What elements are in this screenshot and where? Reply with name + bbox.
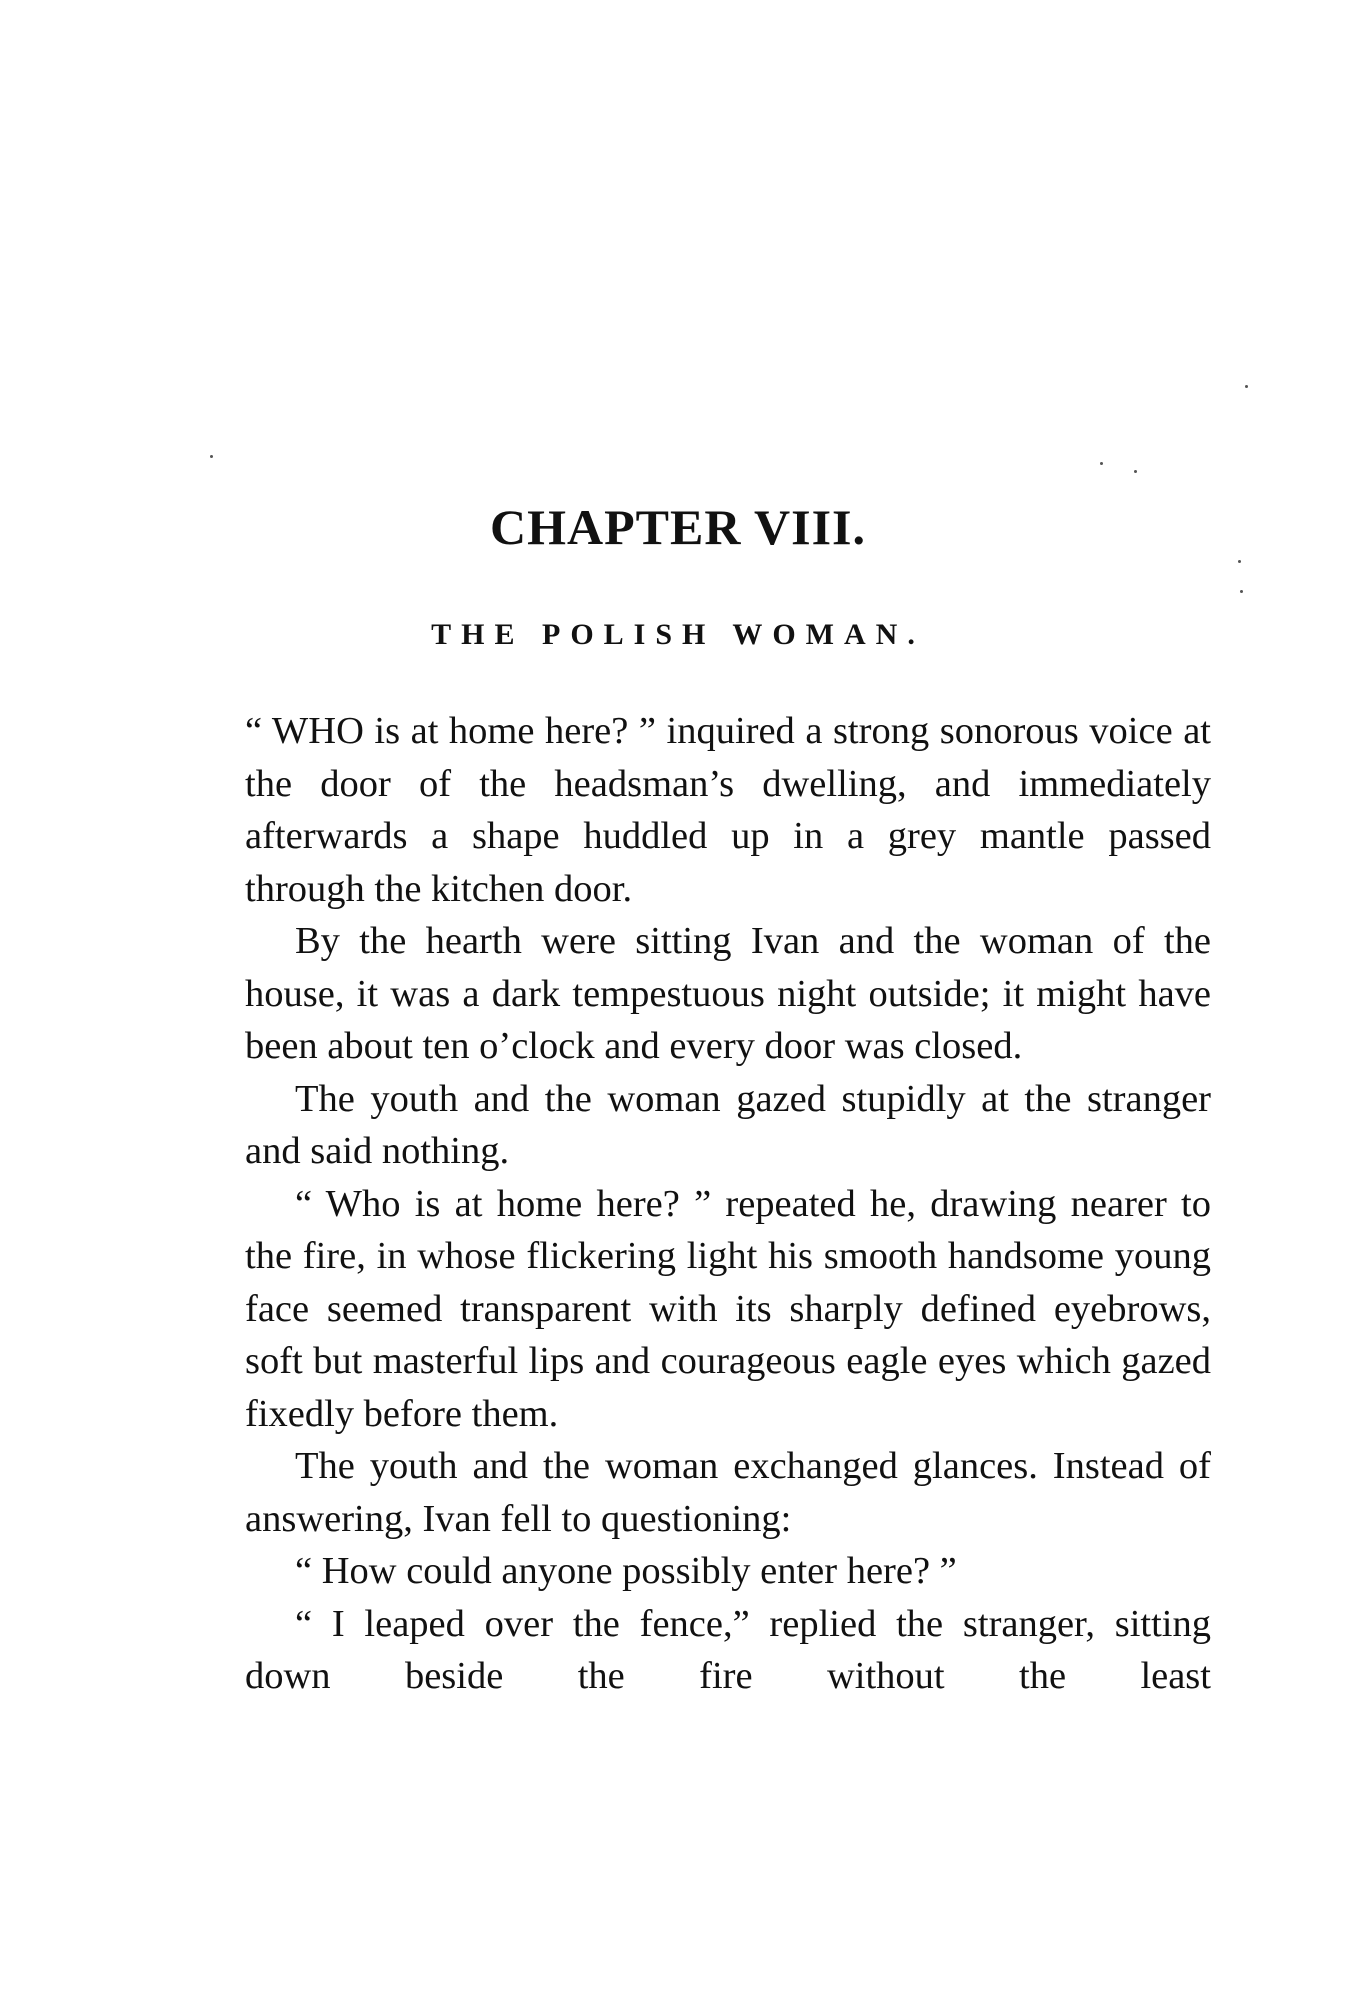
paragraph: “ Who is at home here? ” repeated he, drawing nearer to the fire, in whose flickering light his smooth handsome young face seemed transparent with its sharply defined eyebrows, soft but masterful lips and courageous eagle eyes which gazed fixedly before them. bbox=[245, 1182, 1211, 1435]
paragraph: “ WHO is at home here? ” inquired a strong sonorous voice at the door of the headsman’s dwelling, and immediately afterwards a shape huddled up in a grey mantle passed through the kitchen door. bbox=[245, 710, 1211, 910]
print-speck bbox=[1240, 590, 1243, 593]
paragraph: “ I leaped over the fence,” replied the stranger, sitting down beside the fire without the least bbox=[245, 1602, 1211, 1697]
print-speck bbox=[1134, 470, 1137, 473]
body-text bbox=[245, 705, 1211, 1703]
chapter-subtitle: THE POLISH WOMAN. bbox=[431, 618, 925, 651]
print-speck bbox=[1238, 560, 1241, 563]
print-speck bbox=[1245, 385, 1248, 388]
print-speck bbox=[210, 455, 213, 458]
print-speck bbox=[1100, 462, 1103, 465]
paragraph: “ How could anyone possibly enter here? ” bbox=[295, 1550, 957, 1592]
paragraph: The youth and the woman exchanged glances. Instead of answering, Ivan fell to questioning: bbox=[245, 1445, 1211, 1540]
paragraph: The youth and the woman gazed stupidly at the stranger and said nothing. bbox=[245, 1077, 1211, 1172]
chapter-heading: CHAPTER VIII. bbox=[489, 499, 867, 555]
paragraph: By the hearth were sitting Ivan and the woman of the house, it was a dark tempestuous night outside; it might have been about ten o’clock and every door was closed. bbox=[245, 920, 1211, 1067]
